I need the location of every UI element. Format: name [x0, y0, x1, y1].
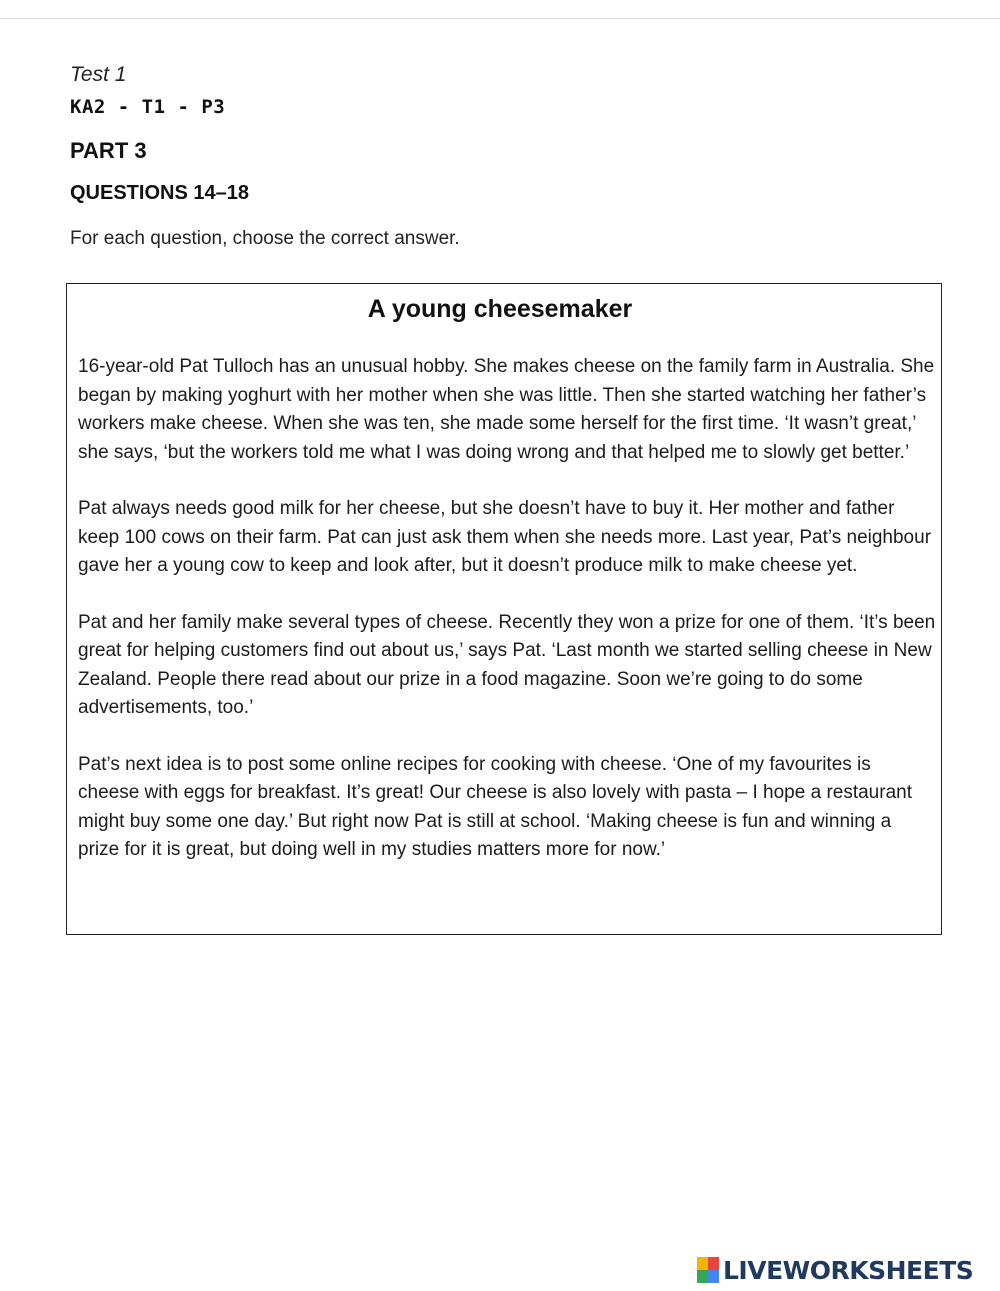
liveworksheets-logo-icon: [697, 1257, 719, 1283]
article-title: A young cheesemaker: [367, 295, 633, 323]
article-body: [78, 353, 936, 893]
questions-heading: QUESTIONS 14–18: [70, 182, 249, 204]
test-label: Test 1: [70, 63, 127, 86]
part-heading: PART 3: [70, 138, 147, 163]
instruction-text: For each question, choose the correct answer.: [70, 228, 460, 249]
article-paragraph-3: Pat and her family make several types of cheese. Recently they won a prize for one of them. ‘It’s been great for helping customers find out about us,’ says Pat. ‘Last month we started selling cheese in New Zealand. People there read about our prize in a food magazine. Soon we’re going to do some advertisements, too.’: [78, 611, 936, 718]
article-paragraph-4: Pat’s next idea is to post some online recipes for cooking with cheese. ‘One of my favourites is cheese with eggs for breakfast. It’s great! Our cheese is also lovely with pasta – I hope a restaurant might buy some one day.’ But right now Pat is still at school. ‘Making cheese is fun and winning a prize for it is great, but doing well in my studies matters more for now.’: [78, 753, 912, 860]
code-label: KA2 - T1 - P3: [70, 96, 226, 118]
article-paragraph-2: Pat always needs good milk for her cheese, but she doesn’t have to buy it. Her mother and father keep 100 cows on their farm. Pat can just ask them when she needs more. Last year, Pat’s neighbour gave her a young cow to keep and look after, but it doesn’t produce milk to make cheese yet.: [78, 498, 932, 576]
article-paragraph-1: 16-year-old Pat Tulloch has an unusual hobby. She makes cheese on the family farm in Australia. She began by making yoghurt with her mother when she was little. Then she started watching her father’s workers make cheese. When she was ten, she made some herself for the first time. ‘It wasn’t great,’ she says, ‘but the workers told me what I was doing wrong and that helped me to slowly get better.’: [78, 356, 935, 463]
liveworksheets-watermark: [697, 1255, 973, 1285]
watermark-text: LIVEWORKSHEETS: [723, 1255, 974, 1285]
top-divider: [0, 18, 1000, 19]
